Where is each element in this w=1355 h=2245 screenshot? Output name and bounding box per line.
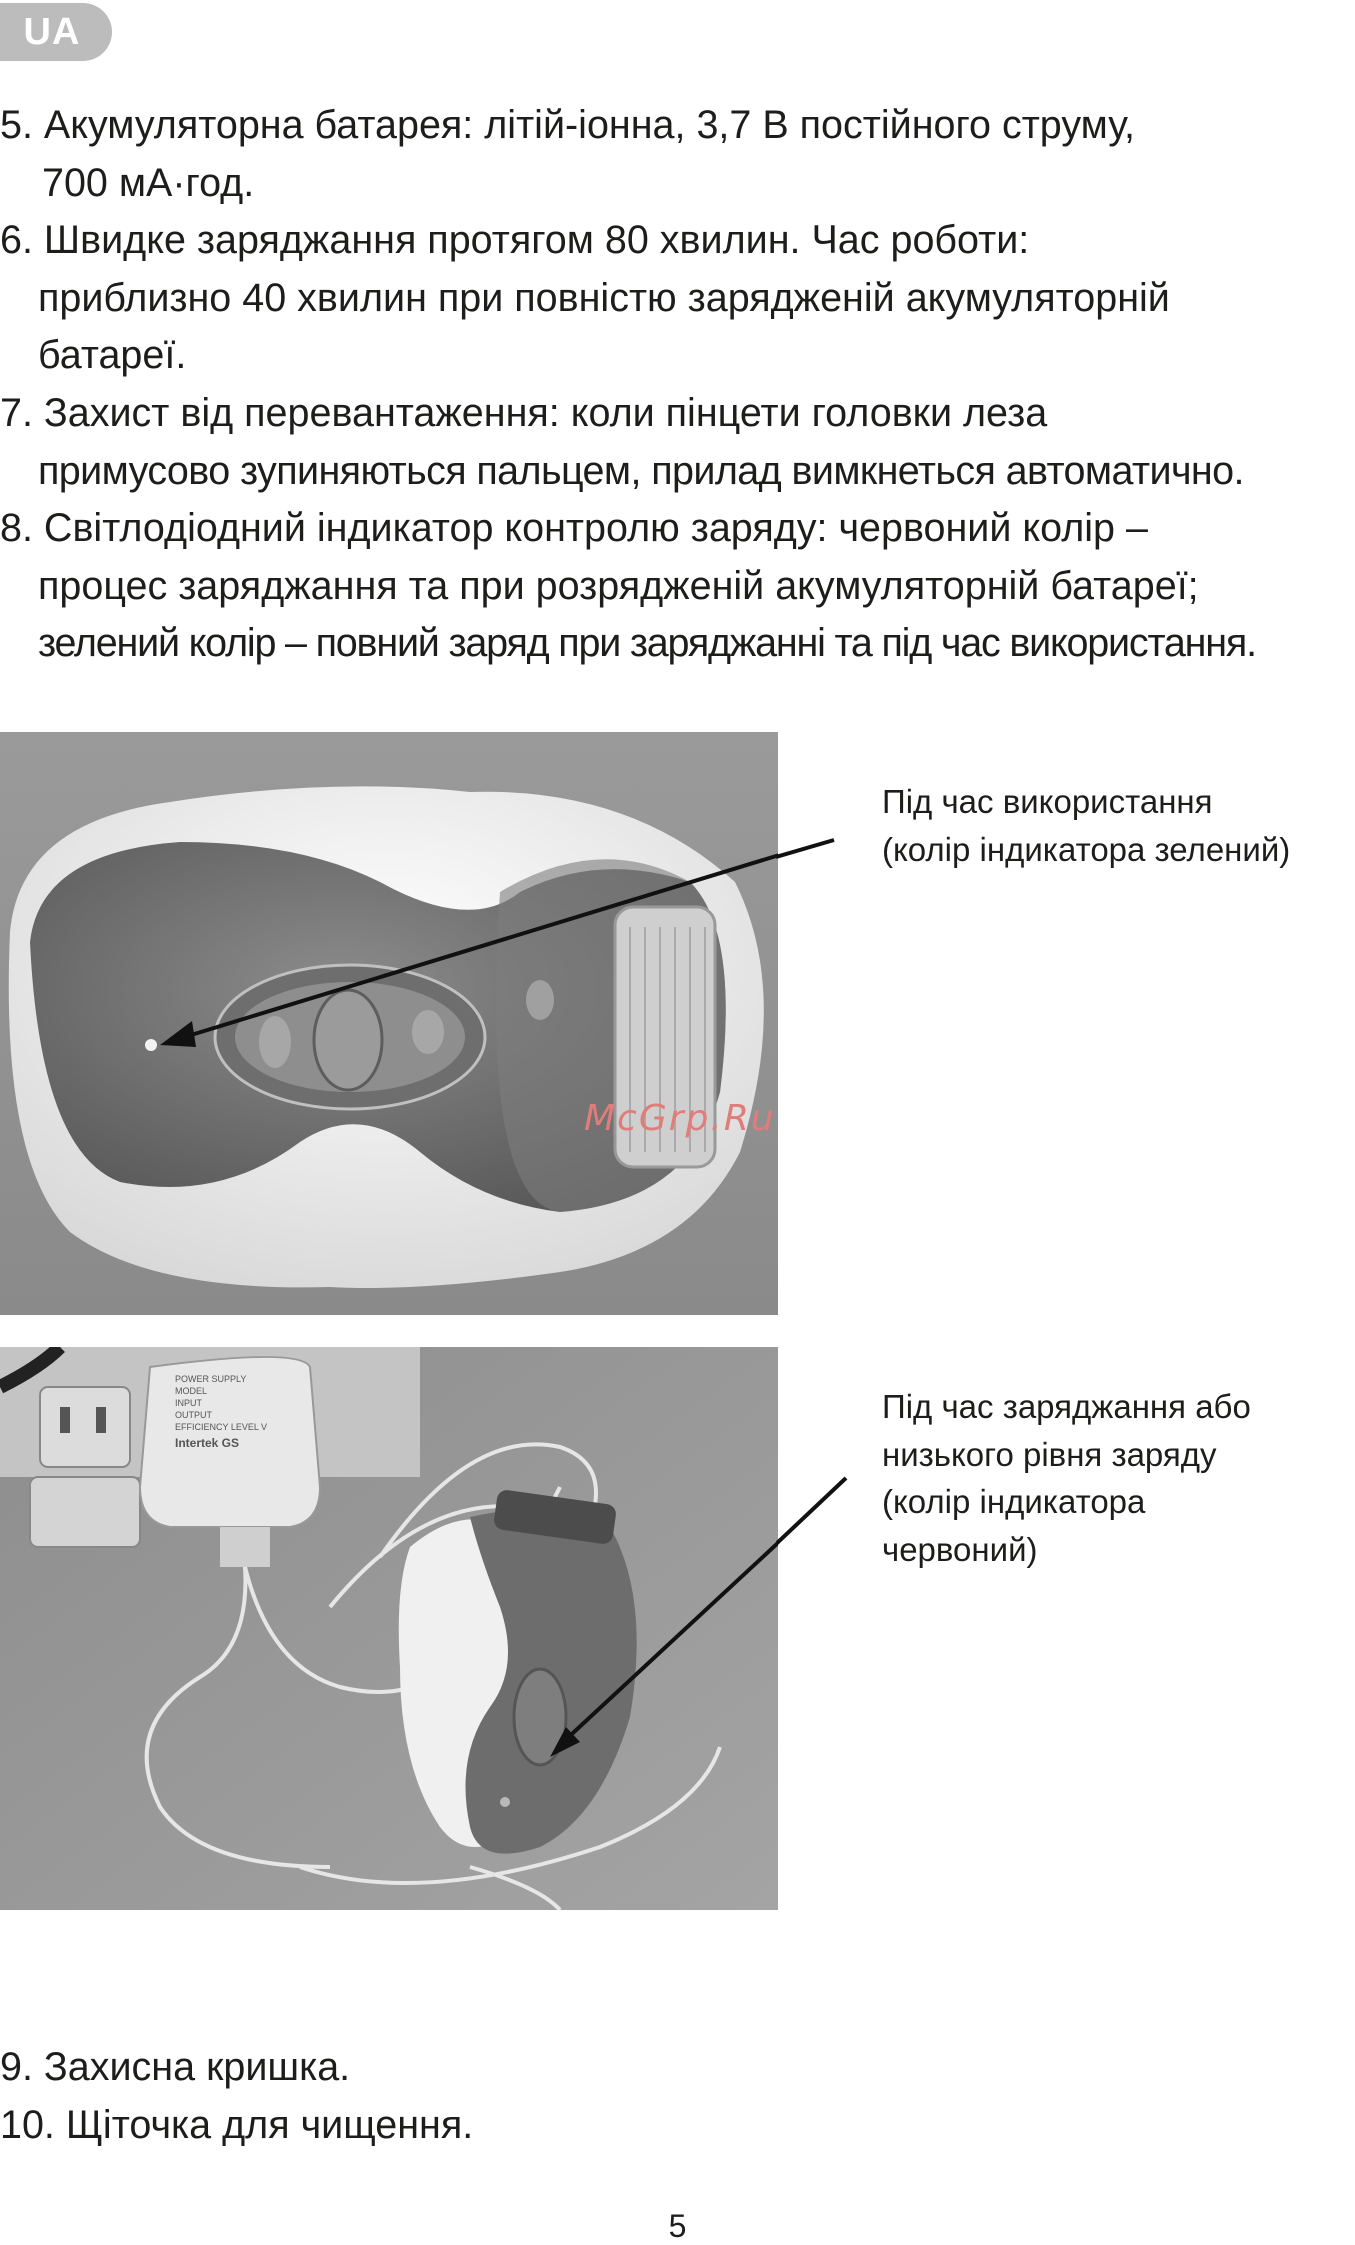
spec-line: 8. Світлодіодний індикатор контролю заряду: червоний колір –: [0, 506, 1148, 551]
caption-line: червоний): [882, 1530, 1038, 1568]
arrow-extension-in-use: [776, 830, 1086, 960]
spec-item-7: [0, 385, 1355, 500]
spec-line: приблизно 40 хвилин при повністю зарядженій акумуляторній: [38, 275, 1170, 320]
epilator-illustration: [0, 732, 778, 1315]
spec-line: 6. Швидке заряджання протягом 80 хвилин. Час роботи:: [0, 218, 1030, 263]
spec-line: процес заряджання та при розрядженій акумуляторній батареї;: [38, 563, 1199, 608]
language-badge: UA: [0, 3, 112, 61]
spec-item-5: [0, 97, 1355, 212]
spec-line: зелений колір – повний заряд при заряджанні та під час використання.: [38, 621, 1256, 666]
charging-illustration: [0, 1347, 778, 1910]
spec-line: примусово зупиняються пальцем, прилад вимкнеться автоматично.: [38, 448, 1244, 493]
spec-item-6: [0, 212, 1355, 385]
arrow-extension-charging: [776, 1472, 856, 1592]
spec-line: 700 мА·год.: [42, 160, 255, 205]
watermark: McGrp.Ru: [584, 1098, 776, 1139]
bottom-list: [0, 2038, 473, 2154]
photo-epilator-in-use: [0, 732, 778, 1315]
caption-line: (колір індикатора: [882, 1483, 1146, 1520]
adapter-label-line: OUTPUT: [175, 1410, 212, 1420]
list-item: 10. Щіточка для чищення.: [0, 2103, 474, 2147]
caption-line: (колір індикатора зелений): [882, 830, 1291, 868]
spec-item-8: [0, 500, 1355, 673]
spec-line: 5. Акумуляторна батарея: літій-іонна, 3,7 В постійного струму,: [0, 103, 1136, 147]
caption-charging: [882, 1383, 1251, 1573]
caption-line: Під час заряджання або: [882, 1388, 1251, 1425]
spec-line: батареї.: [38, 333, 187, 378]
caption-line: низького рівня заряду: [882, 1435, 1217, 1473]
adapter-label-line: INPUT: [175, 1398, 202, 1408]
list-item: 9. Захисна кришка.: [0, 2045, 351, 2089]
adapter-label-line: Intertek GS: [175, 1436, 240, 1450]
adapter-label-line: MODEL: [175, 1386, 208, 1396]
caption-line: Під час використання: [882, 783, 1213, 820]
spec-line: 7. Захист від перевантаження: коли пінцети головки леза: [0, 390, 1048, 435]
page-number: 5: [668, 2208, 687, 2244]
adapter-label-line: POWER SUPPLY: [175, 1374, 247, 1384]
adapter-label-line: EFFICIENCY LEVEL V: [175, 1422, 268, 1432]
spec-list: [0, 97, 1355, 673]
photo-epilator-charging: [0, 1347, 778, 1910]
